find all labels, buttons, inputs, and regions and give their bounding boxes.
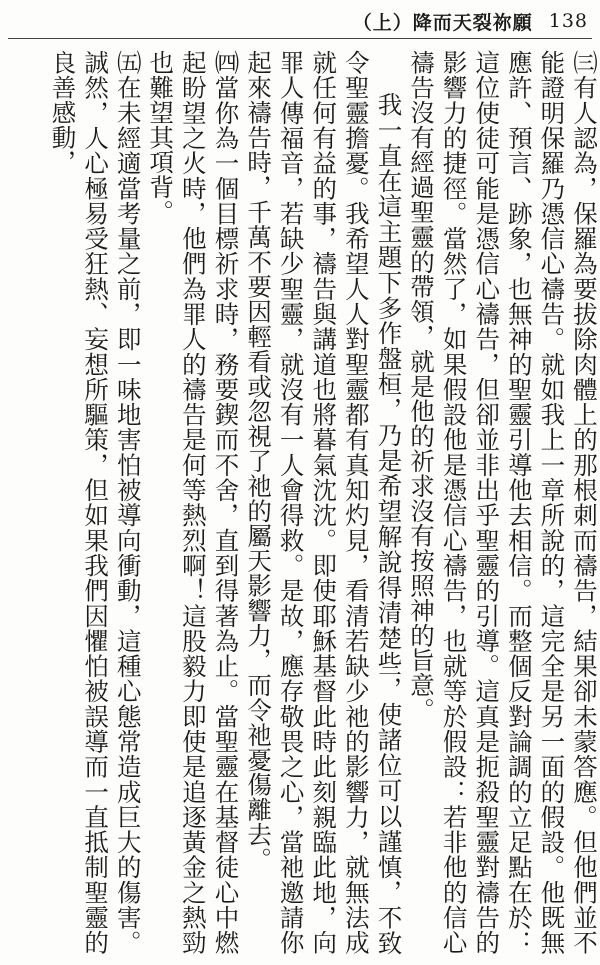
body-text — [26, 50, 600, 955]
paragraph-point-5: ㈤在未經適當考量之前，即一味地害怕被導向衝動，這種心態常造成巨大的傷害。誠然，人心極易受狂熱、妄想所驅策，但如果我們因懼怕被誤導而一直抵制聖靈的良善感動， — [48, 50, 143, 955]
paragraph-point-3: ㈢有人認為，保羅為要拔除肉體上的那根刺而禱告，結果卻未蒙答應。但他們並不能證明保羅乃憑信心禱告。就如我上一章所說的，這完全是另一面的假設。他既無應許、預言、跡象，也無神的聖靈引導他去相信。而整個反對論調的立足點在於：這位使徒可能是憑信心禱告，但卻並非出乎聖靈的引導。這真是扼殺聖靈對禱告的影響力的捷徑。當然了，如果假設他是憑信心禱告，也就等於假設：若非他的信心禱告沒有經過聖靈的帶領，就是他的祈求沒有按照神的旨意。 — [407, 50, 599, 955]
running-header — [353, 8, 588, 34]
paragraph-point-4: ㈣當你為一個目標祈求時，務要鍥而不舍，直到得著為止。當聖靈在基督徒心中燃起盼望之火時，他們為罪人的禱告是何等熱烈啊！這股毅力即使是追逐黃金之熱勁也難望其項背。 — [146, 50, 241, 955]
header-divider — [8, 38, 592, 39]
chapter-title: （上）降而天裂祢願 — [352, 11, 533, 34]
paragraph-exhortation: 我一直在這主題下多作盤桓，乃是希望解說得清楚些，使諸位可以謹慎，不致令聖靈擔憂。我希望人人對聖靈都有真知灼見，看清若缺少祂的影響力，就無法成就任何有益的事，禱告與講道也將暮氣沈沈。即使耶穌基督此時此刻親臨此地，向罪人傳福音，若缺少聖靈，就沒有一人會得救。是故，應存敬畏之心，當祂邀請你起來禱告時，千萬不要因輕看或忽視了祂的屬天影響力，而令祂憂傷離去。 — [244, 50, 404, 955]
page-number: 138 — [548, 10, 588, 32]
